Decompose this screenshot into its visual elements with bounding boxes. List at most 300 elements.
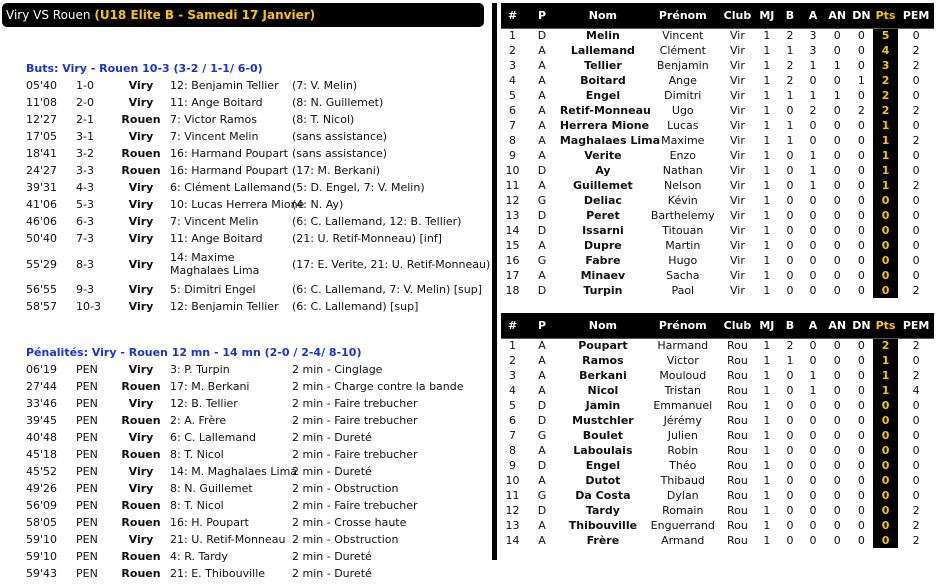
goal-assist: (6: C. Lallemand, 12: B. Tellier) bbox=[292, 215, 462, 228]
player-row bbox=[501, 413, 934, 428]
cell-an: 0 bbox=[833, 194, 841, 207]
cell-mj: 1 bbox=[763, 59, 771, 72]
cell-mj: 1 bbox=[763, 239, 771, 252]
penalty-type: PEN bbox=[76, 380, 98, 393]
cell-an: 0 bbox=[833, 224, 841, 237]
cell-b: 0 bbox=[786, 534, 794, 547]
cell-a: 1 bbox=[809, 179, 817, 192]
cell-b: 0 bbox=[786, 284, 794, 297]
cell-pts: 0 bbox=[873, 253, 898, 268]
cell-a: 3 bbox=[802, 28, 825, 43]
cell-prenom: Emmanuel bbox=[653, 399, 713, 412]
goal-scorer: 16: Harmand Poupart bbox=[170, 147, 288, 160]
goal-score: 3-3 bbox=[76, 164, 94, 177]
cell-club: Vir bbox=[729, 269, 745, 282]
cell-dn: 0 bbox=[857, 224, 865, 237]
penalty-team: Rouen bbox=[121, 567, 161, 580]
penalty-description: 2 min - Faire trebucher bbox=[292, 499, 418, 512]
cell-nom: Lallemand bbox=[570, 44, 635, 57]
cell-num: 2 bbox=[509, 44, 517, 57]
penalty-description: 2 min - Obstruction bbox=[292, 482, 399, 495]
player-row bbox=[501, 268, 934, 283]
cell-b: 0 bbox=[786, 239, 794, 252]
goal-score: 5-3 bbox=[76, 198, 94, 211]
cell-mj: 1 bbox=[763, 269, 771, 282]
cell-prenom: Enguerrand bbox=[650, 519, 715, 532]
goal-assist: (6: C. Lallemand) [sup] bbox=[292, 300, 419, 313]
cell-b: 0 bbox=[786, 149, 794, 162]
cell-club: Rou bbox=[726, 369, 748, 382]
cell-mj: 1 bbox=[763, 534, 771, 547]
cell-an: 0 bbox=[833, 284, 841, 297]
player-row bbox=[501, 43, 934, 58]
cell-mj: 1 bbox=[763, 224, 771, 237]
penalty-description: 2 min - Crosse haute bbox=[292, 516, 407, 529]
penalty-time: 49'26 bbox=[26, 482, 58, 495]
goal-team: Viry bbox=[128, 283, 154, 296]
cell-pts: 0 bbox=[873, 488, 898, 503]
cell-prenom: Jérémy bbox=[663, 414, 702, 427]
penalty-type: PEN bbox=[76, 567, 98, 580]
cell-an: 1 bbox=[833, 59, 841, 72]
cell-b: 0 bbox=[786, 489, 794, 502]
cell-num: 14 bbox=[505, 224, 520, 237]
cell-b: 0 bbox=[786, 504, 794, 517]
cell-dn: 0 bbox=[857, 119, 865, 132]
cell-pts: 1 bbox=[873, 353, 898, 368]
cell-b: 0 bbox=[786, 459, 794, 472]
cell-b: 1 bbox=[786, 44, 794, 57]
cell-pts: 0 bbox=[873, 208, 898, 223]
cell-a: 0 bbox=[809, 119, 817, 132]
cell-pts: 0 bbox=[873, 428, 898, 443]
cell-nom: Poupart bbox=[560, 338, 646, 353]
cell-pem: 0 bbox=[912, 354, 920, 367]
penalty-time: 56'09 bbox=[26, 499, 58, 512]
player-row bbox=[501, 518, 934, 533]
cell-dn: 0 bbox=[857, 164, 865, 177]
cell-pos: D bbox=[537, 209, 547, 222]
cell-pts: 4 bbox=[873, 43, 898, 58]
cell-club: Rou bbox=[726, 384, 748, 397]
cell-prenom: Robin bbox=[667, 444, 699, 457]
cell-a: 0 bbox=[809, 194, 817, 207]
goal-scorer: 12: Benjamin Tellier bbox=[170, 300, 279, 313]
cell-prenom: Paol bbox=[671, 284, 695, 297]
penalty-player: 8: N. Guillemet bbox=[170, 482, 253, 495]
penalty-row bbox=[24, 514, 484, 531]
cell-club: Rou bbox=[726, 519, 748, 532]
cell-prenom: Victor bbox=[666, 354, 699, 367]
cell-mj: 1 bbox=[763, 399, 771, 412]
cell-an: 0 bbox=[833, 164, 841, 177]
cell-pts: 0 bbox=[873, 443, 898, 458]
cell-pos: A bbox=[538, 119, 546, 132]
cell-pos: D bbox=[537, 399, 547, 412]
player-row bbox=[501, 148, 934, 163]
cell-club: Rou bbox=[726, 399, 748, 412]
cell-nom: Jamin bbox=[585, 399, 621, 412]
cell-a: 0 bbox=[809, 414, 817, 427]
cell-club: Rou bbox=[720, 338, 756, 353]
cell-num: 3 bbox=[509, 369, 517, 382]
cell-club: Vir bbox=[729, 254, 745, 267]
cell-nom: Laboulais bbox=[573, 444, 633, 457]
cell-club: Vir bbox=[729, 149, 745, 162]
goal-team: Viry bbox=[128, 198, 154, 211]
cell-dn: 0 bbox=[857, 194, 865, 207]
cell-b: 0 bbox=[786, 269, 794, 282]
penalties-table bbox=[24, 361, 484, 582]
cell-pem: 0 bbox=[912, 489, 920, 502]
cell-b: 2 bbox=[786, 59, 794, 72]
cell-num: 13 bbox=[505, 519, 520, 532]
cell-b: 0 bbox=[786, 254, 794, 267]
cell-b: 1 bbox=[786, 134, 794, 147]
cell-pts: 3 bbox=[873, 58, 898, 73]
penalty-time: 59'43 bbox=[26, 567, 58, 580]
col-header-dn: DN bbox=[850, 313, 873, 338]
cell-pem: 2 bbox=[912, 104, 920, 117]
cell-a: 0 bbox=[809, 489, 817, 502]
cell-mj: 1 bbox=[763, 74, 771, 87]
cell-nom: Retif-Monneau bbox=[559, 104, 651, 117]
cell-pem: 0 bbox=[912, 194, 920, 207]
col-header-nom: Nom bbox=[560, 3, 646, 28]
cell-dn: 0 bbox=[857, 519, 865, 532]
cell-dn: 1 bbox=[857, 74, 865, 87]
cell-a: 2 bbox=[809, 104, 817, 117]
cell-club: Vir bbox=[729, 134, 745, 147]
goal-row bbox=[24, 247, 484, 281]
cell-mj: 1 bbox=[763, 384, 771, 397]
goal-scorer: 7: Victor Ramos bbox=[170, 113, 257, 126]
cell-dn: 0 bbox=[857, 399, 865, 412]
cell-an: 0 bbox=[833, 134, 841, 147]
goal-row bbox=[24, 128, 484, 145]
cell-pem: 4 bbox=[912, 384, 920, 397]
col-header-b: B bbox=[778, 3, 801, 28]
cell-club: Vir bbox=[729, 239, 745, 252]
cell-pts: 2 bbox=[873, 88, 898, 103]
cell-dn: 0 bbox=[857, 269, 865, 282]
cell-prenom: Hugo bbox=[668, 254, 698, 267]
cell-nom: Engel bbox=[585, 459, 621, 472]
cell-an: 0 bbox=[833, 209, 841, 222]
cell-b: 2 bbox=[786, 74, 794, 87]
goal-scorer: 14: Maxime Maghalaes Lima bbox=[170, 251, 260, 277]
cell-an: 0 bbox=[833, 119, 841, 132]
cell-pos: A bbox=[538, 89, 546, 102]
cell-an: 1 bbox=[833, 89, 841, 102]
penalty-row bbox=[24, 463, 484, 480]
goal-score: 8-3 bbox=[76, 257, 94, 271]
cell-mj: 1 bbox=[763, 149, 771, 162]
cell-num: 3 bbox=[509, 59, 517, 72]
cell-dn: 0 bbox=[857, 239, 865, 252]
penalty-type: PEN bbox=[76, 465, 98, 478]
cell-num: 6 bbox=[509, 104, 517, 117]
cell-pos: A bbox=[538, 239, 546, 252]
cell-mj: 1 bbox=[763, 89, 771, 102]
cell-mj: 1 bbox=[763, 254, 771, 267]
goal-score: 3-2 bbox=[76, 147, 94, 160]
cell-pos: A bbox=[538, 74, 546, 87]
cell-dn: 0 bbox=[857, 89, 865, 102]
cell-b: 1 bbox=[786, 354, 794, 367]
penalty-row bbox=[24, 480, 484, 497]
cell-pts: 2 bbox=[873, 103, 898, 118]
cell-dn: 0 bbox=[857, 254, 865, 267]
penalty-description: 2 min - Cinglage bbox=[292, 363, 383, 376]
cell-pem: 0 bbox=[912, 209, 920, 222]
goal-team: Viry bbox=[128, 215, 154, 228]
penalty-description: 2 min - Dureté bbox=[292, 567, 372, 580]
cell-pts: 0 bbox=[873, 533, 898, 548]
goal-row bbox=[24, 94, 484, 111]
cell-b: 0 bbox=[786, 474, 794, 487]
cell-prenom: Harmand bbox=[646, 338, 720, 353]
cell-a: 1 bbox=[809, 89, 817, 102]
cell-dn: 0 bbox=[857, 504, 865, 517]
col-header-prenom: Prénom bbox=[646, 313, 720, 338]
cell-pos: G bbox=[537, 489, 547, 502]
cell-pts: 0 bbox=[873, 268, 898, 283]
cell-pos: G bbox=[537, 254, 547, 267]
cell-prenom: Mouloud bbox=[659, 369, 707, 382]
cell-club: Rou bbox=[726, 459, 748, 472]
cell-nom: Boulet bbox=[582, 429, 624, 442]
cell-an: 0 bbox=[833, 74, 841, 87]
penalty-team: Viry bbox=[128, 397, 154, 410]
goal-time: 58'57 bbox=[26, 300, 58, 313]
cell-num: 2 bbox=[509, 354, 517, 367]
goal-scorer: 16: Harmand Poupart bbox=[170, 164, 288, 177]
cell-a: 0 bbox=[809, 534, 817, 547]
col-header-a: A bbox=[802, 3, 825, 28]
cell-b: 0 bbox=[786, 179, 794, 192]
goal-row bbox=[24, 145, 484, 162]
cell-an: 0 bbox=[833, 504, 841, 517]
cell-prenom: Thibaud bbox=[660, 474, 705, 487]
cell-a: 0 bbox=[809, 134, 817, 147]
cell-num: 5 bbox=[509, 399, 517, 412]
cell-a: 0 bbox=[809, 269, 817, 282]
cell-prenom: Clément bbox=[659, 44, 706, 57]
cell-nom: Berkani bbox=[579, 369, 627, 382]
col-header-an: AN bbox=[825, 3, 850, 28]
cell-club: Rou bbox=[726, 444, 748, 457]
goal-scorer: 7: Vincent Melin bbox=[170, 130, 259, 143]
cell-nom: Engel bbox=[585, 89, 621, 102]
cell-club: Rou bbox=[726, 474, 748, 487]
cell-pts: 1 bbox=[873, 163, 898, 178]
cell-an: 0 bbox=[833, 44, 841, 57]
penalty-description: 2 min - Faire trebucher bbox=[292, 397, 418, 410]
cell-b: 1 bbox=[786, 119, 794, 132]
cell-an: 0 bbox=[833, 429, 841, 442]
penalty-player: 21: U. Retif-Monneau bbox=[170, 533, 286, 546]
cell-nom: Verite bbox=[584, 149, 622, 162]
goal-time: 05'40 bbox=[26, 79, 58, 92]
cell-a: 0 bbox=[809, 254, 817, 267]
cell-dn: 0 bbox=[850, 338, 873, 353]
goal-scorer: 6: Clément Lallemand bbox=[170, 181, 292, 194]
cell-mj: 1 bbox=[763, 354, 771, 367]
penalty-row bbox=[24, 565, 484, 582]
player-row bbox=[501, 73, 934, 88]
match-event: (U18 Elite B - Samedi 17 Janvier) bbox=[94, 8, 316, 22]
cell-pos: A bbox=[538, 269, 546, 282]
cell-pos: D bbox=[524, 28, 560, 43]
goal-score: 9-3 bbox=[76, 283, 94, 296]
cell-an: 0 bbox=[833, 239, 841, 252]
goal-score: 6-3 bbox=[76, 215, 94, 228]
cell-pem: 0 bbox=[912, 89, 920, 102]
cell-nom: Boitard bbox=[580, 74, 626, 87]
penalty-time: 45'18 bbox=[26, 448, 58, 461]
cell-an: 0 bbox=[833, 384, 841, 397]
cell-prenom: Dimitri bbox=[664, 89, 702, 102]
cell-mj: 1 bbox=[763, 179, 771, 192]
col-header-pts: Pts bbox=[873, 3, 898, 28]
col-header-pos: P bbox=[524, 3, 560, 28]
goal-team: Rouen bbox=[121, 147, 161, 160]
cell-nom: Melin bbox=[560, 28, 646, 43]
cell-dn: 0 bbox=[857, 534, 865, 547]
cell-prenom: Kévin bbox=[667, 194, 698, 207]
goal-team: Viry bbox=[128, 232, 154, 245]
cell-pos: A bbox=[538, 149, 546, 162]
cell-pts: 0 bbox=[873, 283, 898, 298]
cell-pem: 0 bbox=[898, 28, 934, 43]
player-row bbox=[501, 193, 934, 208]
cell-nom: Issarni bbox=[582, 224, 624, 237]
goal-score: 1-0 bbox=[76, 79, 94, 92]
cell-club: Rou bbox=[726, 489, 748, 502]
cell-mj: 1 bbox=[763, 429, 771, 442]
cell-num: 4 bbox=[509, 74, 517, 87]
col-header-an: AN bbox=[825, 313, 850, 338]
cell-num: 7 bbox=[509, 119, 517, 132]
cell-nom: Deliac bbox=[583, 194, 622, 207]
penalty-team: Viry bbox=[128, 533, 154, 546]
penalty-row bbox=[24, 412, 484, 429]
cell-b: 2 bbox=[778, 338, 801, 353]
goal-scorer: 7: Vincent Melin bbox=[170, 215, 259, 228]
penalty-type: PEN bbox=[76, 516, 98, 529]
cell-an: 0 bbox=[833, 149, 841, 162]
cell-pos: G bbox=[537, 429, 547, 442]
cell-mj: 1 bbox=[755, 28, 778, 43]
cell-pem: 0 bbox=[912, 429, 920, 442]
cell-dn: 0 bbox=[857, 369, 865, 382]
cell-an: 0 bbox=[833, 414, 841, 427]
penalty-player: 17: M. Berkani bbox=[170, 380, 250, 393]
penalty-team: Viry bbox=[128, 482, 154, 495]
goal-team: Rouen bbox=[121, 164, 161, 177]
cell-pem: 0 bbox=[912, 74, 920, 87]
goal-score: 4-3 bbox=[76, 181, 94, 194]
cell-nom: Minaev bbox=[580, 269, 626, 282]
cell-club: Rou bbox=[726, 429, 748, 442]
cell-prenom: Tristan bbox=[664, 384, 701, 397]
cell-b: 0 bbox=[786, 224, 794, 237]
cell-prenom: Nathan bbox=[662, 164, 703, 177]
cell-b: 0 bbox=[786, 369, 794, 382]
goal-scorer: 11: Ange Boitard bbox=[170, 96, 263, 109]
cell-b: 0 bbox=[786, 519, 794, 532]
cell-pos: A bbox=[538, 444, 546, 457]
cell-num: 9 bbox=[509, 459, 517, 472]
goal-time: 18'41 bbox=[26, 147, 58, 160]
goal-time: 55'29 bbox=[26, 257, 58, 271]
cell-pem: 0 bbox=[912, 444, 920, 457]
penalty-team: Rouen bbox=[121, 448, 161, 461]
col-header-club: Club bbox=[720, 313, 756, 338]
penalty-type: PEN bbox=[76, 499, 98, 512]
cell-pos: A bbox=[538, 44, 546, 57]
penalty-row bbox=[24, 531, 484, 548]
player-row bbox=[501, 383, 934, 398]
cell-mj: 1 bbox=[755, 338, 778, 353]
col-header-mj: MJ bbox=[755, 3, 778, 28]
cell-an: 0 bbox=[833, 459, 841, 472]
cell-pem: 2 bbox=[898, 338, 934, 353]
cell-pts: 0 bbox=[873, 518, 898, 533]
cell-mj: 1 bbox=[763, 44, 771, 57]
cell-pts: 1 bbox=[873, 178, 898, 193]
cell-pos: A bbox=[538, 534, 546, 547]
cell-mj: 1 bbox=[763, 194, 771, 207]
cell-pem: 0 bbox=[912, 254, 920, 267]
penalty-player: 16: H. Poupart bbox=[170, 516, 249, 529]
cell-dn: 0 bbox=[857, 209, 865, 222]
penalty-team: Rouen bbox=[121, 499, 161, 512]
goal-team: Viry bbox=[128, 300, 154, 313]
cell-num: 7 bbox=[509, 429, 517, 442]
cell-mj: 1 bbox=[763, 489, 771, 502]
goal-team: Viry bbox=[128, 96, 154, 109]
cell-num: 14 bbox=[505, 534, 520, 547]
cell-an: 0 bbox=[833, 489, 841, 502]
penalty-type: PEN bbox=[76, 550, 98, 563]
cell-b: 0 bbox=[786, 399, 794, 412]
viry-stats-table bbox=[501, 3, 934, 298]
player-row bbox=[501, 473, 934, 488]
penalty-description: 2 min - Dureté bbox=[292, 550, 372, 563]
cell-club: Vir bbox=[729, 194, 745, 207]
penalty-player: 14: M. Maghalaes Lima bbox=[170, 465, 298, 478]
cell-an: 0 bbox=[833, 354, 841, 367]
cell-club: Vir bbox=[729, 224, 745, 237]
penalty-player: 8: T. Nicol bbox=[170, 499, 224, 512]
cell-pos: D bbox=[537, 284, 547, 297]
col-header-nom: Nom bbox=[560, 313, 646, 338]
player-row bbox=[501, 238, 934, 253]
cell-dn: 0 bbox=[857, 474, 865, 487]
match-teams: Viry VS Rouen bbox=[6, 8, 91, 22]
player-row bbox=[501, 503, 934, 518]
penalty-description: 2 min - Faire trebucher bbox=[292, 414, 418, 427]
cell-prenom: Vincent bbox=[646, 28, 720, 43]
penalty-team: Rouen bbox=[121, 516, 161, 529]
player-row bbox=[501, 488, 934, 503]
cell-a: 1 bbox=[809, 149, 817, 162]
cell-dn: 0 bbox=[857, 149, 865, 162]
cell-num: 16 bbox=[505, 254, 520, 267]
cell-pem: 2 bbox=[912, 44, 920, 57]
